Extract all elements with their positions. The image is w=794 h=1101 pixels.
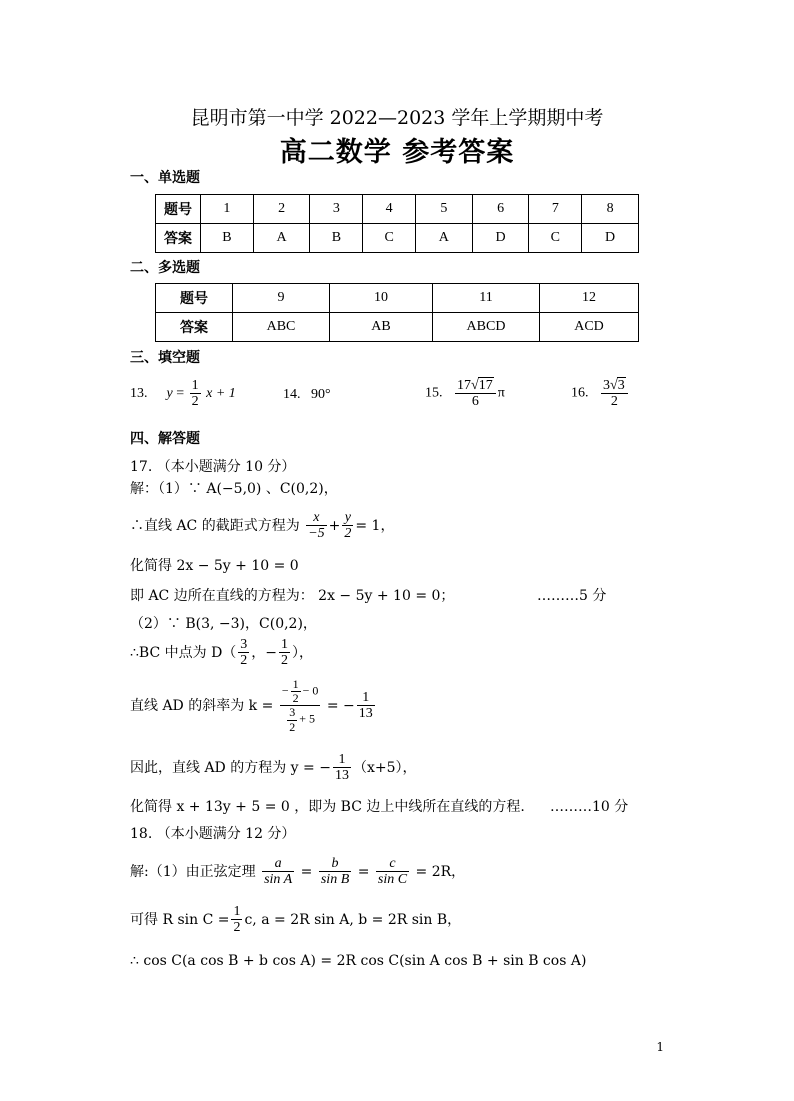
q18-line-1: 解:（1）由正弦定理 $\frac{a}{\text{sin A}}$ = $\frac{b}{\text{sin B}}$ = $\frac{c}{\text{sin C}}$ = 2R， [130,856,466,888]
table-cell: 4 [363,195,416,224]
table-row [156,313,639,342]
fraction: $\frac{x}{-5}$ [308,510,325,542]
table-cell: 9 [233,284,330,313]
q17-score-5: ………5 分 [537,588,607,604]
table-cell: ABCD [433,313,540,342]
answer-15: 15. $\frac{17√17}{6}$ π [425,378,505,410]
fraction: $\frac{b}{\text{sin B}}$ [320,856,350,888]
table-cell: A [415,224,472,253]
q18-line-2: 可得 R sin C = $\frac{1}{2}$ c, a = 2R sin A, b = 2R sin B， [130,904,462,936]
fraction: $\frac{1}{2}$ [191,378,199,410]
table-cell: 2 [253,195,310,224]
q18-header: 18. （本小题满分 12 分） [130,826,296,842]
table-cell: 10 [330,284,433,313]
multi-choice-answer-table [155,283,639,342]
fraction: $\frac{3}{2}$ [240,637,248,669]
q17-line-2: ∴直线 AC 的截距式方程为 $\frac{x}{-5}$ + $\frac{y}{2}$ = 1， [130,510,395,542]
row-label-number: 题号 [156,284,233,313]
table-cell: D [472,224,529,253]
answer-16: 16. $\frac{3√3}{2}$ [571,377,630,410]
table-cell: 8 [582,195,639,224]
table-cell: B [201,224,254,253]
table-cell: AB [330,313,433,342]
q17-score-10: ………10 分 [550,799,629,815]
table-cell: B [310,224,363,253]
table-row [156,195,639,224]
q17-line-5: （2）∵ B(3, −3)，C(0,2)， [130,616,317,632]
fraction: $\frac{17√17}{6}$ [455,377,496,410]
fraction: $\frac{c}{\text{sin C}}$ [377,856,408,888]
answer-13: 13. y = $\frac{1}{2}$ x + 1 [130,378,236,410]
fraction: $\frac{1}{13}$ [358,689,373,722]
answer-14: 14. 90° [283,387,331,402]
table-cell: 12 [540,284,639,313]
fraction: $\frac{1}{2}$ [233,904,241,936]
section-heading-multi-choice: 二、多选题 [130,260,200,276]
table-row [156,284,639,313]
table-cell: A [253,224,310,253]
q17-line-7: 直线 AD 的斜率为 k = − $\frac{1}{2}$ − 0 $\frac{3}{2}$ + 5 = − $\frac{1}{13}$ [130,677,373,734]
single-choice-answer-table [155,194,639,253]
table-row [156,224,639,253]
table-cell: 6 [472,195,529,224]
table-cell: ACD [540,313,639,342]
section-heading-single-choice: 一、单选题 [130,170,200,186]
row-label-number: 题号 [156,195,201,224]
section-heading-solutions: 四、解答题 [130,431,200,447]
table-cell: C [529,224,582,253]
fraction: $\frac{y}{2}$ [344,510,352,542]
fraction: $\frac{1}{13}$ [334,752,349,784]
fraction: $\frac{1}{2}$ [281,637,289,669]
q17-line-1: 解：（1）∵ A(−5,0) 、C(0,2)， [130,481,338,497]
fraction: $\frac{a}{\text{sin A}}$ [264,856,293,888]
q17-header: 17. （本小题满分 10 分） [130,459,296,475]
table-cell: 1 [201,195,254,224]
q17-line-4: 即 AC 边所在直线的方程为： 2x − 5y + 10 = 0； [130,588,455,604]
q17-line-8: 因此，直线 AD 的方程为 y = − $\frac{1}{13}$ （x+5）， [130,752,417,784]
exam-subtitle: 昆明市第一中学 2022—2023 学年上学期期中考 [190,107,604,129]
q18-line-3: ∴ cos C(a cos B + b cos A) = 2R cos C(sin A cos B + sin B cos A) [130,953,587,969]
section-heading-fill-blank: 三、填空题 [130,350,200,366]
table-cell: 11 [433,284,540,313]
q17-line-6: ∴BC 中点为 D（ $\frac{3}{2}$ ，− $\frac{1}{2}$ ）， [130,637,314,669]
table-cell: 7 [529,195,582,224]
table-cell: ABC [233,313,330,342]
page-number: 1 [656,1040,664,1054]
row-label-answer: 答案 [156,224,201,253]
fraction: $\frac{3√3}{2}$ [601,377,628,410]
table-cell: 5 [415,195,472,224]
q17-line-3: 化简得 2x − 5y + 10 = 0 [130,558,299,574]
page-title: 高二数学 参考答案 [279,137,515,168]
compound-fraction: − $\frac{1}{2}$ − 0 $\frac{3}{2}$ + 5 [281,677,319,734]
table-cell: C [363,224,416,253]
row-label-answer: 答案 [156,313,233,342]
q17-line-9: 化简得 x + 13y + 5 = 0 ，即为 BC 边上中线所在直线的方程. [130,799,525,815]
table-cell: D [582,224,639,253]
table-cell: 3 [310,195,363,224]
